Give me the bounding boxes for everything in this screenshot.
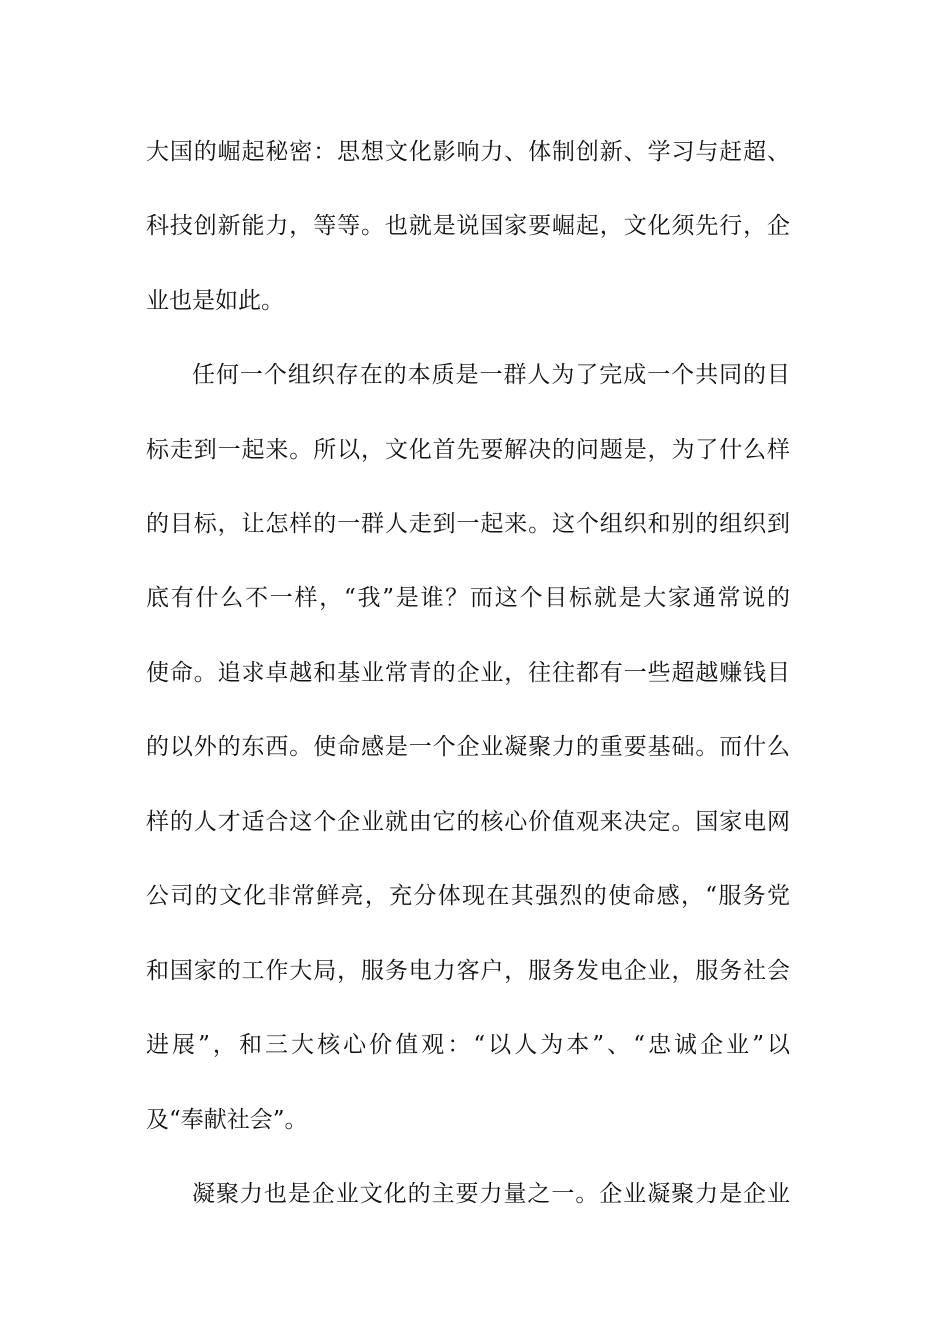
text-line: 公司的文化非常鲜亮，充分体现在其强烈的使命感，“服务党 [146, 883, 790, 909]
paragraph-first-line: 凝聚力也是企业文化的主要力量之一。企业凝聚力是企业 [192, 1181, 790, 1207]
paragraph-first-line: 任何一个组织存在的本质是一群人为了完成一个共同的目 [192, 362, 790, 388]
text-line: 底有什么不一样，“我”是谁？而这个目标就是大家通常说的 [146, 585, 790, 611]
text-line: 样的人才适合这个企业就由它的核心价值观来决定。国家电网 [146, 809, 790, 835]
text-line: 科技创新能力，等等。也就是说国家要崛起，文化须先行，企 [146, 213, 790, 239]
text-line: 和国家的工作大局，服务电力客户，服务发电企业，服务社会 [146, 958, 790, 984]
text-line: 的以外的东西。使命感是一个企业凝聚力的重要基础。而什么 [146, 734, 790, 760]
text-line: 业也是如此。 [146, 288, 284, 314]
text-line: 标走到一起来。所以，文化首先要解决的问题是，为了什么样 [146, 437, 790, 463]
text-line: 进展”，和三大核心价值观：“以人为本”、“忠诚企业”以 [146, 1032, 790, 1058]
text-line: 及“奉献社会”。 [146, 1107, 308, 1133]
text-line: 大国的崛起秘密：思想文化影响力、体制创新、学习与赶超、 [146, 139, 790, 165]
text-line: 的目标，让怎样的一群人走到一起来。这个组织和别的组织到 [146, 511, 790, 537]
text-line: 使命。追求卓越和基业常青的企业，往往都有一些超越赚钱目 [146, 660, 790, 686]
